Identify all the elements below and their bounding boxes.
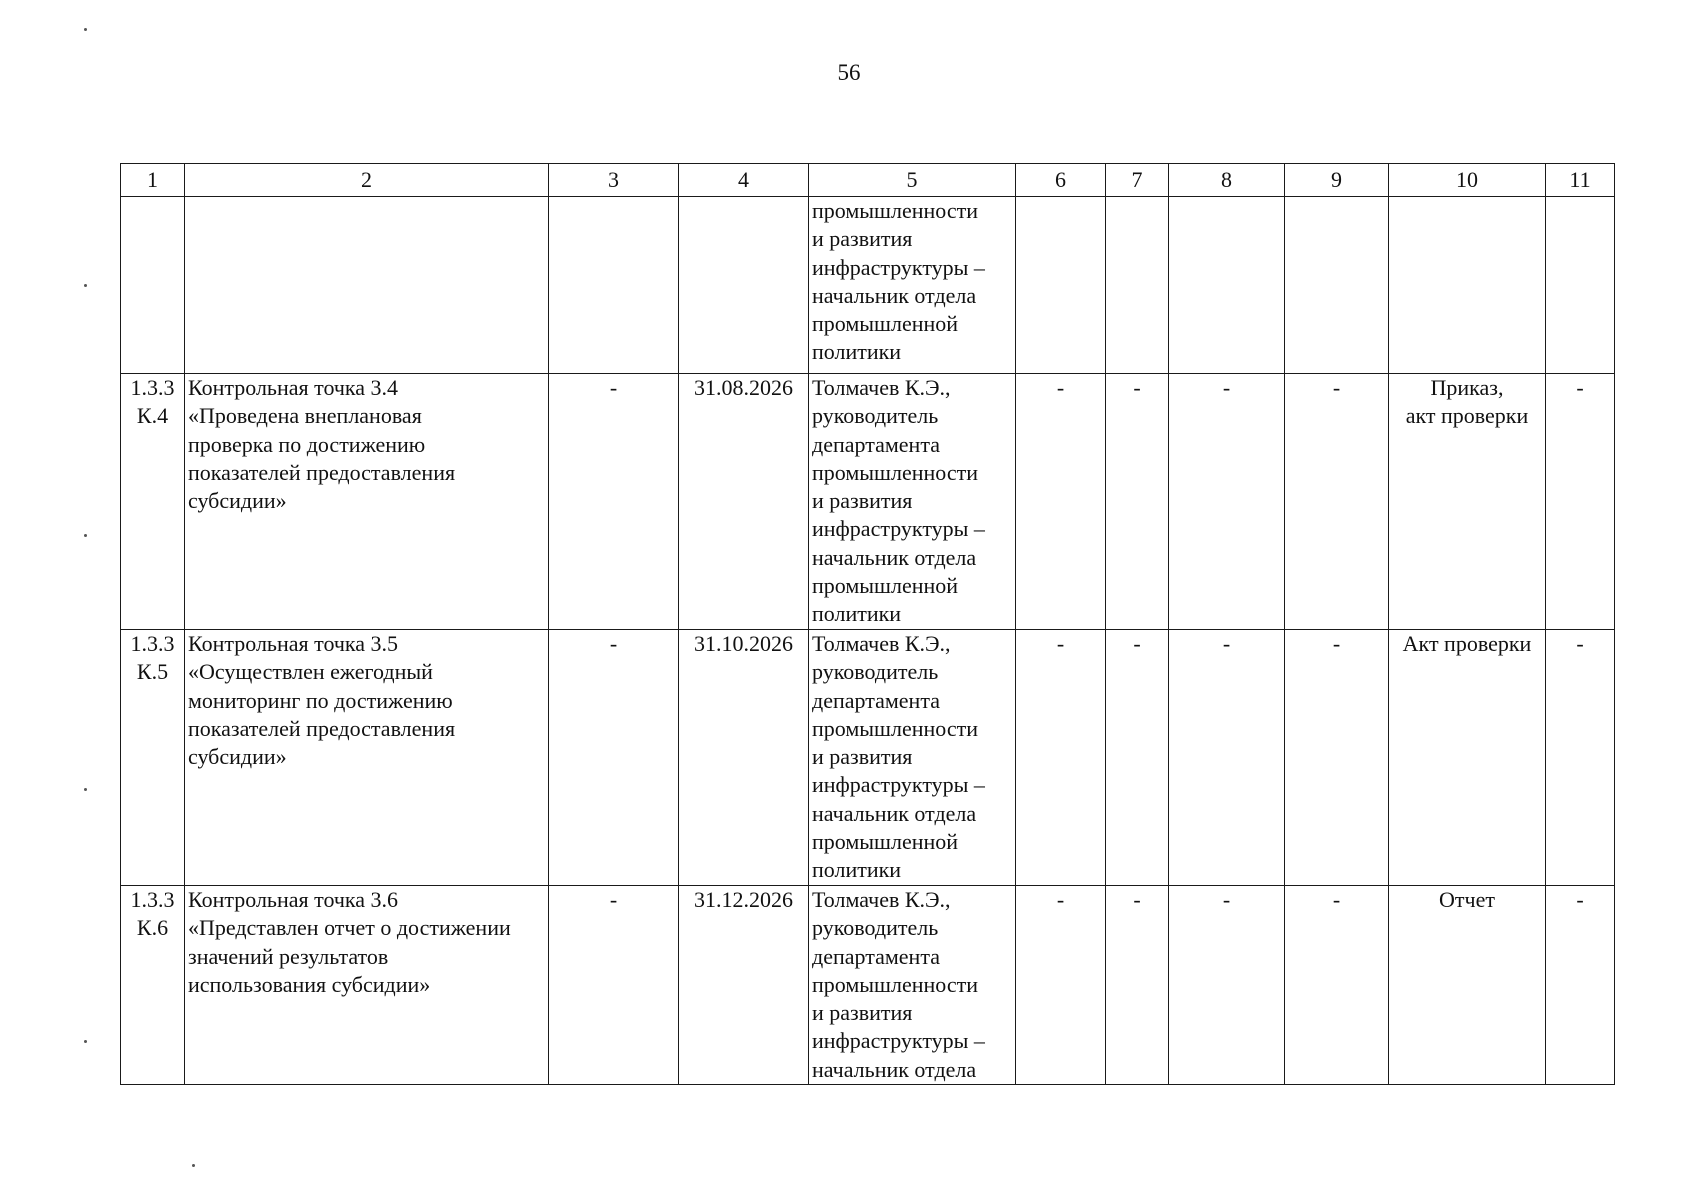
control-points-table [120,163,1615,1085]
scan-speck [192,1164,195,1167]
code-suffix: К.4 [136,403,169,429]
responsible-person: Толмачев К.Э., руководитель департамента промышленности и развития инфраструктуры – начальник отдела промышленной политики [809,374,1016,630]
code-number: 1.3.3 [130,631,175,656]
cell-empty [549,197,679,374]
responsible-continuation: промышленности и развития инфраструктуры – начальник отдела промышленной политики [809,197,1016,374]
col7-value: - [1106,630,1169,886]
confirming-document: Акт проверки [1389,630,1546,886]
col7-value: - [1106,886,1169,1085]
code-suffix: К.5 [136,659,169,685]
table-row [121,374,1615,630]
cell-empty [679,197,809,374]
col9-value: - [1285,886,1389,1085]
header-col-10: 10 [1389,164,1546,197]
deadline-date: 31.10.2026 [679,630,809,886]
cell-empty [1285,197,1389,374]
cell-empty [1546,197,1615,374]
row-code [121,886,185,1085]
cell-empty [1016,197,1106,374]
deadline-date: 31.12.2026 [679,886,809,1085]
table-row [121,886,1615,1085]
col3-value: - [549,374,679,630]
col6-value: - [1016,886,1106,1085]
header-col-7: 7 [1106,164,1169,197]
col11-value: - [1546,886,1615,1085]
table-header [121,164,1615,197]
control-point-name: Контрольная точка 3.5 «Осуществлен ежегодный мониторинг по достижению показателей предоставления субсидии» [185,630,549,886]
header-col-5: 5 [809,164,1016,197]
col9-value: - [1285,630,1389,886]
col3-value: - [549,630,679,886]
code-number: 1.3.3 [130,887,175,912]
col11-value: - [1546,374,1615,630]
confirming-document: Приказ, акт проверки [1389,374,1546,630]
cell-empty [185,197,549,374]
code-suffix: К.6 [136,915,169,941]
header-col-8: 8 [1169,164,1285,197]
cell-empty [1389,197,1546,374]
col9-value: - [1285,374,1389,630]
cell-empty [1106,197,1169,374]
header-col-6: 6 [1016,164,1106,197]
header-col-1: 1 [121,164,185,197]
scan-speck [84,284,87,287]
table-row-continuation [121,197,1615,374]
header-col-2: 2 [185,164,549,197]
col8-value: - [1169,630,1285,886]
col11-value: - [1546,630,1615,886]
header-col-11: 11 [1546,164,1615,197]
page-number: 56 [837,60,861,85]
col3-value: - [549,886,679,1085]
control-point-name: Контрольная точка 3.4 «Проведена внеплановая проверка по достижению показателей предоставления субсидии» [185,374,549,630]
col6-value: - [1016,630,1106,886]
code-number: 1.3.3 [130,375,175,400]
header-col-3: 3 [549,164,679,197]
scan-speck [84,28,87,31]
responsible-person: Толмачев К.Э., руководитель департамента промышленности и развития инфраструктуры – начальник отдела промышленной политики [809,630,1016,886]
header-row [121,164,1615,197]
row-code [121,630,185,886]
responsible-person: Толмачев К.Э., руководитель департамента промышленности и развития инфраструктуры – начальник отдела [809,886,1016,1085]
row-code [121,374,185,630]
col8-value: - [1169,374,1285,630]
header-col-4: 4 [679,164,809,197]
control-point-name: Контрольная точка 3.6 «Представлен отчет о достижении значений результатов использования субсидии» [185,886,549,1085]
col8-value: - [1169,886,1285,1085]
deadline-date: 31.08.2026 [679,374,809,630]
col6-value: - [1016,374,1106,630]
cell-empty [1169,197,1285,374]
col7-value: - [1106,374,1169,630]
confirming-document: Отчет [1389,886,1546,1085]
header-col-9: 9 [1285,164,1389,197]
scan-speck [84,788,87,791]
table-row [121,630,1615,886]
scan-speck [84,534,87,537]
scan-speck [84,1040,87,1043]
cell-empty [121,197,185,374]
